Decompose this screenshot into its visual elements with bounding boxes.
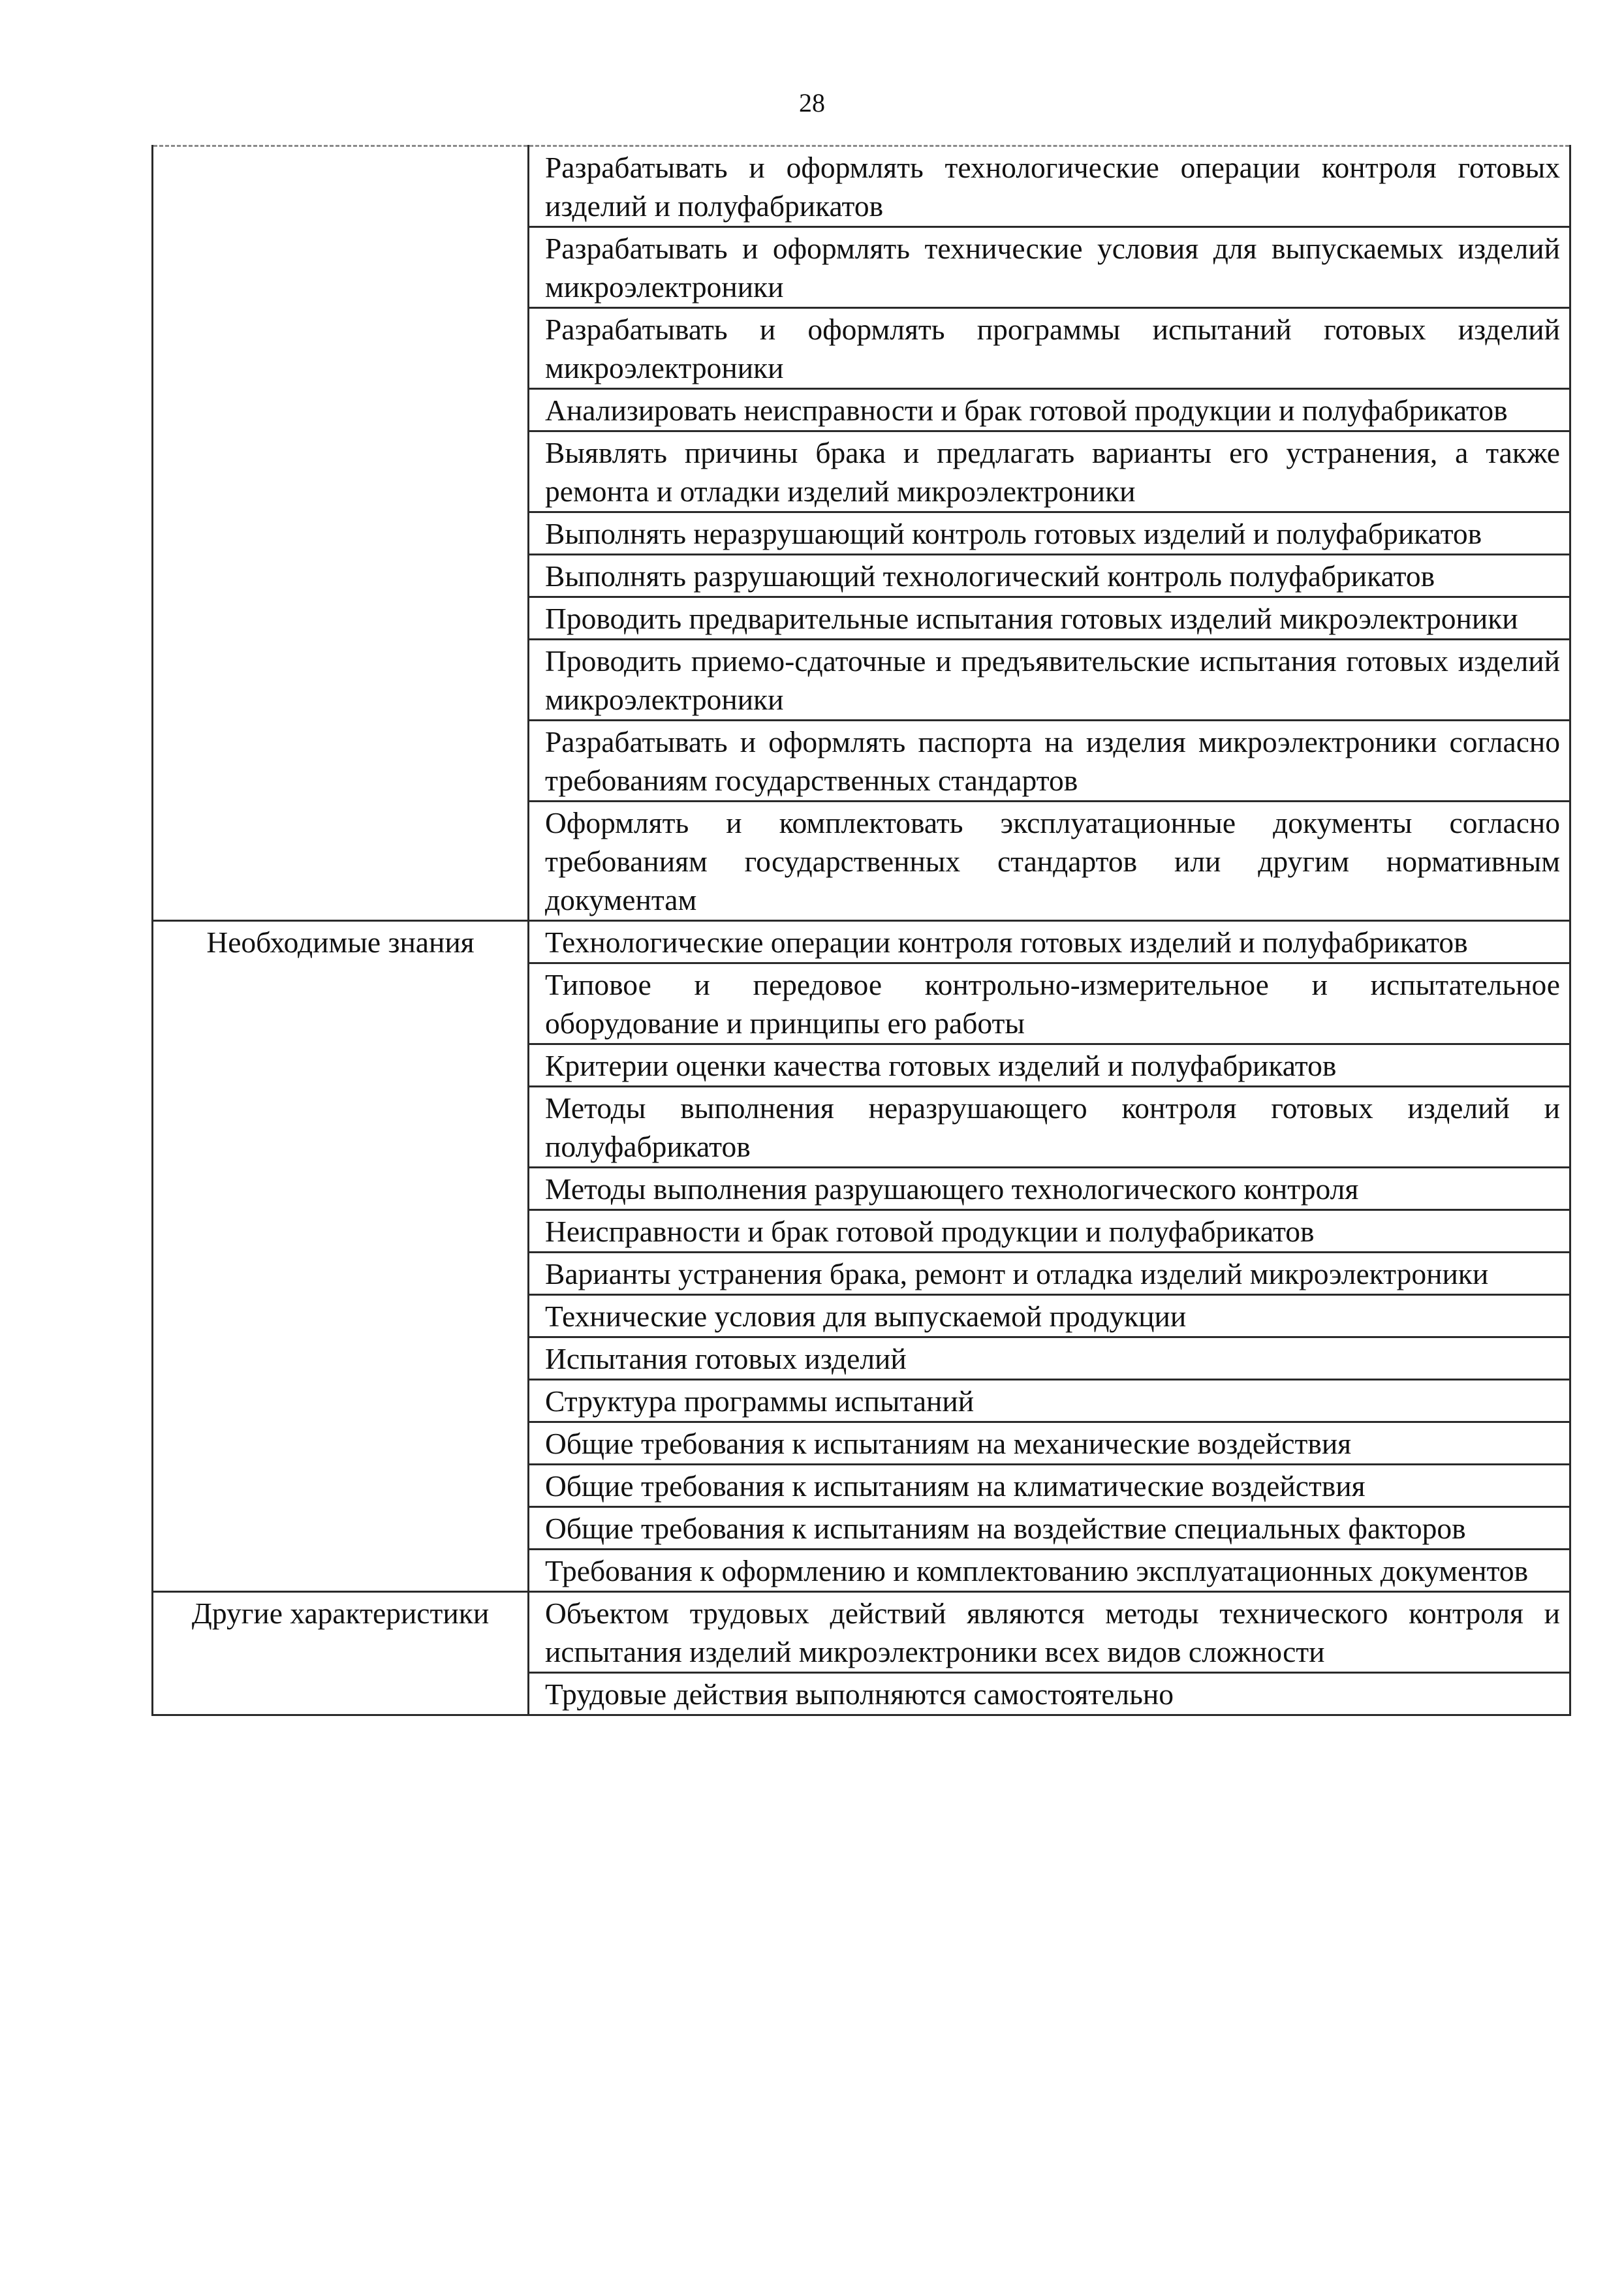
skill-item: Анализировать неисправности и брак готовой продукции и полуфабрикатов [529,389,1570,431]
knowledge-item: Методы выполнения неразрушающего контроля готовых изделий и полуфабрикатов [529,1087,1570,1168]
knowledge-item: Требования к оформлению и комплектованию эксплуатационных документов [529,1550,1570,1592]
knowledge-item: Критерии оценки качества готовых изделий и полуфабрикатов [529,1044,1570,1087]
knowledge-item: Общие требования к испытаниям на воздействие специальных факторов [529,1507,1570,1550]
skill-item: Разрабатывать и оформлять технические условия для выпускаемых изделий микроэлектроники [529,227,1570,308]
skill-item: Проводить предварительные испытания готовых изделий микроэлектроники [529,597,1570,640]
skill-item: Выполнять неразрушающий контроль готовых изделий и полуфабрикатов [529,512,1570,555]
page-number: 28 [799,88,825,117]
knowledge-section-label: Необходимые знания [153,921,529,1592]
knowledge-item: Общие требования к испытаниям на механические воздействия [529,1422,1570,1465]
knowledge-item: Технические условия для выпускаемой продукции [529,1295,1570,1337]
other-section-label: Другие характеристики [153,1592,529,1715]
skill-item: Проводить приемо-сдаточные и предъявительские испытания готовых изделий микроэлектроники [529,640,1570,721]
skill-item: Выполнять разрушающий технологический контроль полуфабрикатов [529,555,1570,597]
skill-item: Разрабатывать и оформлять технологические операции контроля готовых изделий и полуфабрикатов [529,146,1570,227]
other-item: Объектом трудовых действий являются методы технического контроля и испытания изделий микроэлектроники всех видов сложности [529,1592,1570,1673]
table-row [153,921,1570,963]
knowledge-item: Испытания готовых изделий [529,1337,1570,1380]
knowledge-item: Общие требования к испытаниям на климатические воздействия [529,1465,1570,1507]
labor-function-table [151,145,1571,1716]
skill-item: Разрабатывать и оформлять программы испытаний готовых изделий микроэлектроники [529,308,1570,389]
other-item: Трудовые действия выполняются самостоятельно [529,1673,1570,1715]
skills-section-label [153,146,529,921]
skill-item: Выявлять причины брака и предлагать варианты его устранения, а также ремонта и отладки изделий микроэлектроники [529,431,1570,512]
knowledge-item: Технологические операции контроля готовых изделий и полуфабрикатов [529,921,1570,963]
knowledge-item: Варианты устранения брака, ремонт и отладка изделий микроэлектроники [529,1253,1570,1295]
knowledge-item: Неисправности и брак готовой продукции и полуфабрикатов [529,1210,1570,1253]
table-row [153,1592,1570,1673]
knowledge-item: Типовое и передовое контрольно-измерительное и испытательное оборудование и принципы его работы [529,963,1570,1044]
skill-item: Разрабатывать и оформлять паспорта на изделия микроэлектроники согласно требованиям государственных стандартов [529,721,1570,802]
table-row [153,146,1570,227]
skill-item: Оформлять и комплектовать эксплуатационные документы согласно требованиям государственных стандартов или другим нормативным документам [529,802,1570,921]
knowledge-item: Методы выполнения разрушающего технологического контроля [529,1168,1570,1210]
knowledge-item: Структура программы испытаний [529,1380,1570,1422]
